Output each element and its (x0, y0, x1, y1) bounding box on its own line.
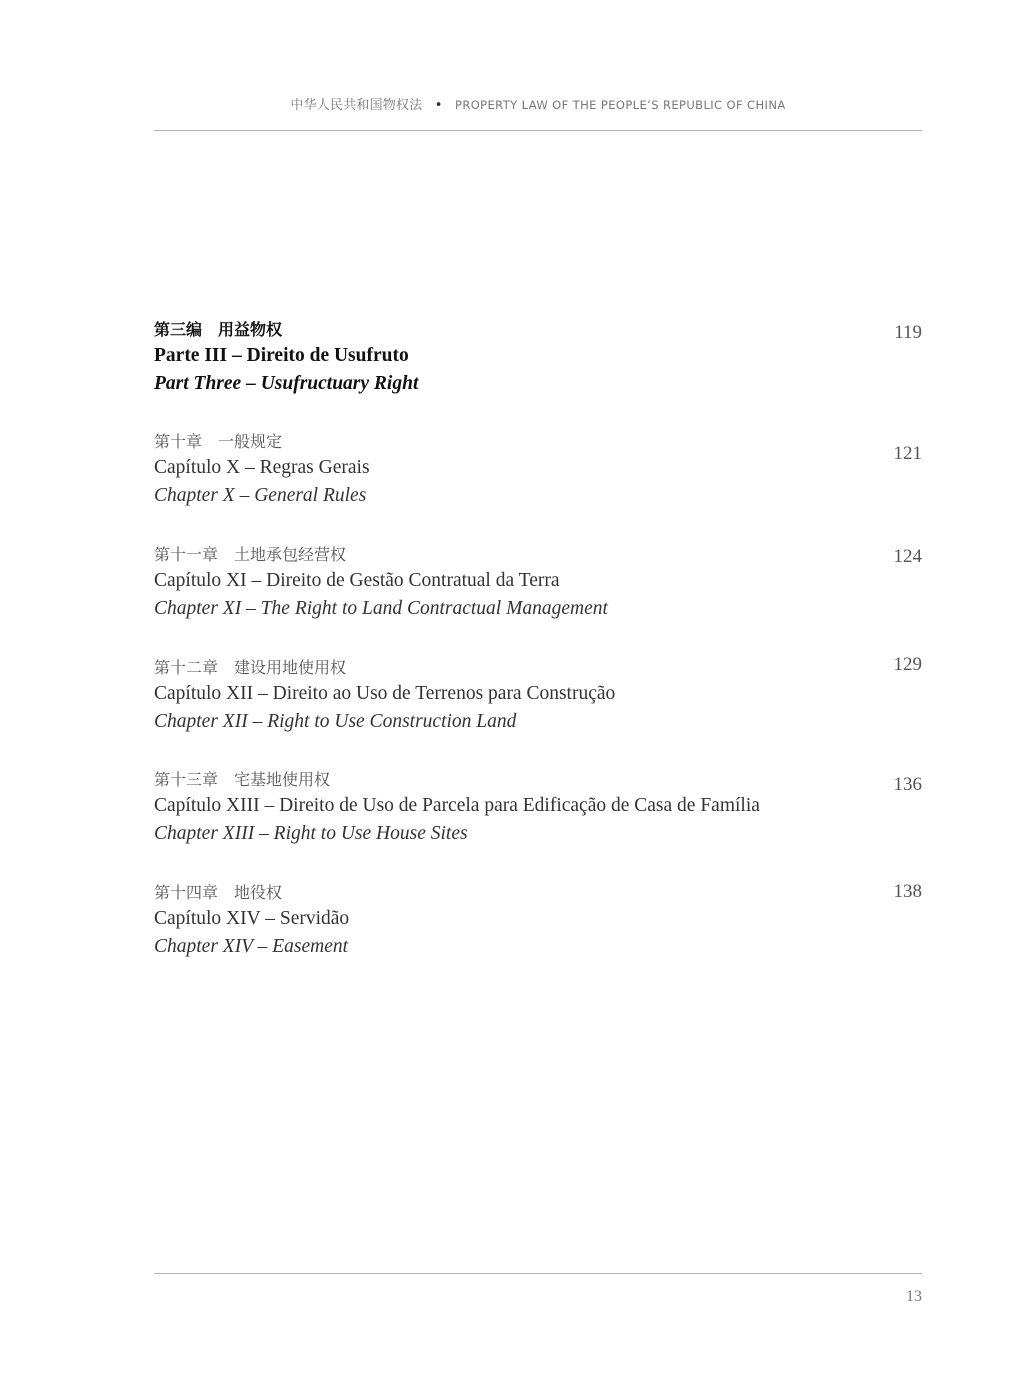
toc-entry-zh: 第十四章 地役权 (154, 883, 283, 902)
running-header (154, 94, 922, 113)
toc-entry-pt: Capítulo XIV – Servidão (154, 908, 350, 929)
toc-entry-chapter-14 (154, 881, 922, 961)
toc-entry-zh: 第十三章 宅基地使用权 (154, 770, 331, 789)
header-title-zh: 中华人民共和国物权法 (290, 98, 423, 113)
toc-entry-pt: Capítulo XII – Direito ao Uso de Terrenos para Construção (154, 683, 616, 704)
toc-entry-en: Chapter XII – Right to Use Construction Land (154, 711, 517, 732)
toc-page-number: 136 (893, 774, 922, 795)
toc-entry-chapter-13 (154, 768, 922, 848)
header-separator: • (434, 98, 443, 113)
toc-entry-chapter-12 (154, 656, 922, 736)
toc-entry-pt: Capítulo X – Regras Gerais (154, 457, 370, 478)
toc-page-number: 121 (893, 443, 922, 464)
header-rule (154, 130, 922, 131)
page-number: 13 (906, 1288, 922, 1305)
toc-entry-en: Part Three – Usufructuary Right (154, 373, 419, 394)
toc-entry-zh: 第十章 一般规定 (154, 432, 283, 451)
toc-entry-chapter-11 (154, 543, 922, 623)
toc-page-number: 119 (894, 322, 922, 343)
toc-entry-pt: Capítulo XIII – Direito de Uso de Parcela para Edificação de Casa de Família (154, 795, 760, 816)
toc-entry-part-3 (154, 318, 922, 398)
toc-entry-zh: 第十一章 土地承包经营权 (154, 545, 347, 564)
toc-entry-zh: 第十二章 建设用地使用权 (154, 658, 347, 677)
toc-page-number: 124 (893, 546, 922, 567)
toc-page-number: 138 (893, 881, 922, 902)
toc-entry-en: Chapter XI – The Right to Land Contractual Management (154, 598, 608, 619)
toc-page-number: 129 (893, 654, 922, 675)
toc-entry-en: Chapter X – General Rules (154, 485, 367, 506)
footer-rule (154, 1273, 922, 1274)
toc-entry-pt: Capítulo XI – Direito de Gestão Contratual da Terra (154, 570, 560, 591)
toc-entry-chapter-10 (154, 430, 922, 510)
toc-entry-en: Chapter XIII – Right to Use House Sites (154, 823, 468, 844)
toc-entry-zh: 第三编 用益物权 (154, 320, 283, 339)
header-title-en: PROPERTY LAW OF THE PEOPLE’S REPUBLIC OF CHINA (454, 98, 786, 112)
toc-entry-pt: Parte III – Direito de Usufruto (154, 345, 409, 366)
toc-entry-en: Chapter XIV – Easement (154, 936, 349, 957)
